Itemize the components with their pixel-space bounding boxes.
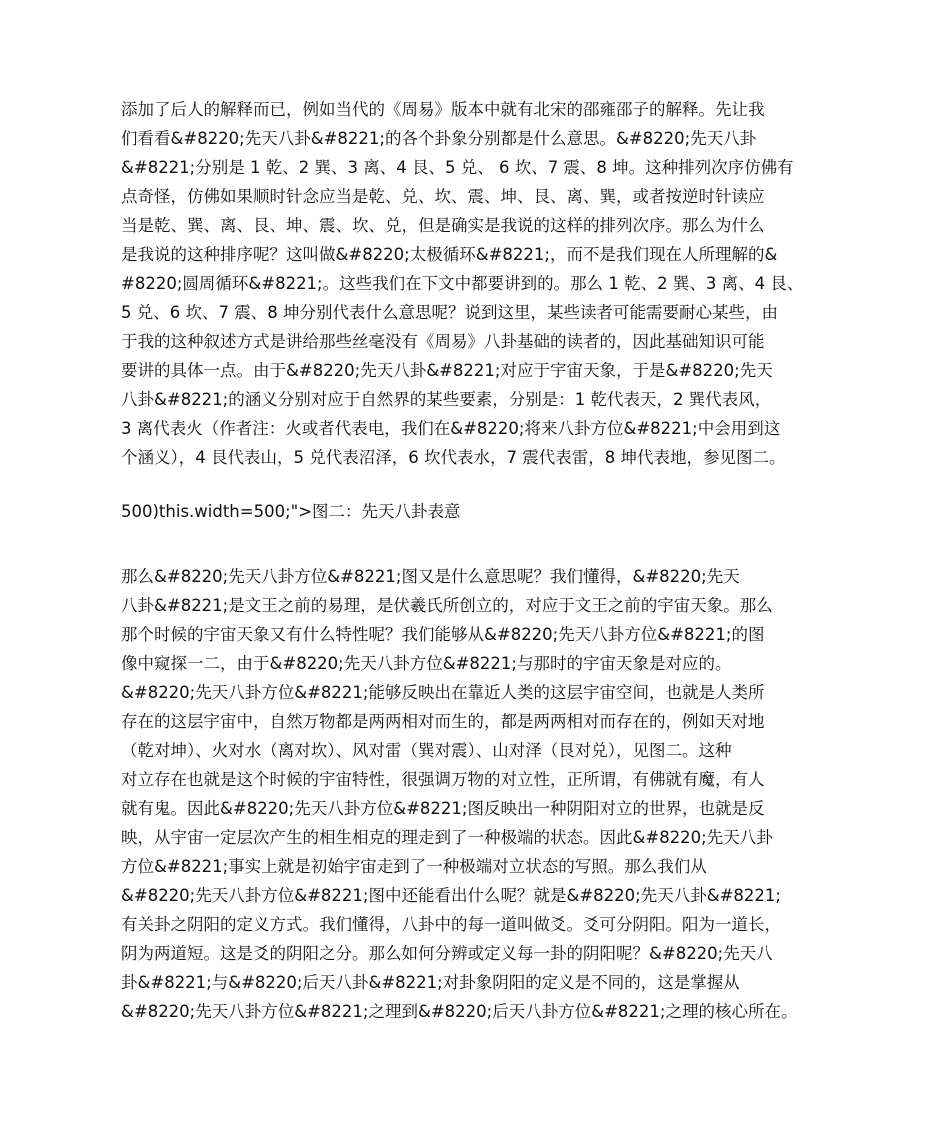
text-line: 5 兑、6 坎、7 震、8 坤分别代表什么意思呢？说到这里，某些读者可能需要耐心某些，由 — [121, 303, 778, 322]
paragraph-body — [121, 562, 841, 1026]
text-line: 要讲的具体一点。由于&#8220;先天八卦&#8221;对应于宇宙天象，于是&#8220;先天 — [121, 361, 773, 380]
text-line: 于我的这种叙述方式是讲给那些丝毫没有《周易》八卦基础的读者的，因此基础知识可能 — [121, 332, 765, 351]
text-line: 点奇怪，仿佛如果顺时针念应当是乾、兑、坎、震、坤、艮、离、巽，或者按逆时针读应 — [121, 187, 765, 206]
text-line: 就有鬼。因此&#8220;先天八卦方位&#8221;图反映出一种阴阳对立的世界，也就是反 — [121, 799, 765, 818]
text-line: 阴为两道短。这是爻的阴阳之分。那么如何分辨或定义每一卦的阴阳呢？&#8220;先天八 — [121, 944, 773, 963]
text-line: 八卦&#8221;的涵义分别对应于自然界的某些要素，分别是：1 乾代表天，2 巽代表风， — [121, 390, 772, 409]
text-line: 八卦&#8221;是文王之前的易理，是伏羲氏所创立的，对应于文王之前的宇宙天象。那么 — [121, 596, 773, 615]
text-line: 映，从宇宙一定层次产生的相生相克的理走到了一种极端的状态。因此&#8220;先天八卦 — [121, 828, 773, 847]
text-line: 3 离代表火（作者注：火或者代表电，我们在&#8220;将来八卦方位&#8221;中会用到这 — [121, 419, 781, 438]
text-line: 们看看&#8220;先天八卦&#8221;的各个卦象分别都是什么意思。&#8220;先天八卦 — [121, 129, 757, 148]
text-line: 卦&#8221;与&#8220;后天八卦&#8221;对卦象阴阳的定义是不同的，这是掌握从 — [121, 973, 740, 992]
text-line: 500)this.width=500;">图二：先天八卦表意 — [121, 502, 461, 521]
figure-caption — [121, 497, 841, 526]
text-line: （乾对坤）、火对水（离对坎）、风对雷（巽对震）、山对泽（艮对兑），见图二。这种 — [121, 741, 732, 760]
text-line: 当是乾、巽、离、艮、坤、震、坎、兑，但是确实是我说的这样的排列次序。那么为什么 — [121, 216, 765, 235]
paragraph-intro — [121, 95, 841, 472]
text-line: &#8220;先天八卦方位&#8221;图中还能看出什么呢？就是&#8220;先天八卦&#8221; — [121, 886, 781, 905]
text-line: 存在的这层宇宙中，自然万物都是两两相对而生的，都是两两相对而存在的，例如天对地 — [121, 712, 765, 731]
text-line: 那么&#8220;先天八卦方位&#8221;图又是什么意思呢？我们懂得，&#8220;先天 — [121, 567, 740, 586]
text-line: #8220;圆周循环&#8221;。这些我们在下文中都要讲到的。那么 1 乾、2 巽、3 离、4 艮、 — [121, 274, 804, 293]
text-line: &#8221;分别是 1 乾、2 巽、3 离、4 艮、5 兑、 6 坎、7 震、8 坤。这种排列次序仿佛有 — [121, 158, 794, 177]
text-line: 对立存在也就是这个时候的宇宙特性，很强调万物的对立性，正所谓，有佛就有魔，有人 — [121, 770, 765, 789]
text-line: 个涵义），4 艮代表山，5 兑代表沼泽，6 坎代表水，7 震代表雷，8 坤代表地，参见图二。 — [121, 448, 786, 467]
text-line: &#8220;先天八卦方位&#8221;之理到&#8220;后天八卦方位&#8221;之理的核心所在。 — [121, 1002, 798, 1021]
text-line: &#8220;先天八卦方位&#8221;能够反映出在靠近人类的这层宇宙空间，也就是人类所 — [121, 683, 765, 702]
text-line: 是我说的这种排序呢？这叫做&#8220;太极循环&#8221;，而不是我们现在人所理解的& — [121, 245, 778, 264]
text-line: 像中窥探一二，由于&#8220;先天八卦方位&#8221;与那时的宇宙天象是对应的。 — [121, 654, 732, 673]
text-line: 方位&#8221;事实上就是初始宇宙走到了一种极端对立状态的写照。那么我们从 — [121, 857, 707, 876]
text-line: 添加了后人的解释而已，例如当代的《周易》版本中就有北宋的邵雍邵子的解释。先让我 — [121, 100, 765, 119]
text-line: 有关卦之阴阳的定义方式。我们懂得，八卦中的每一道叫做爻。爻可分阴阳。阳为一道长， — [121, 915, 781, 934]
text-line: 那个时候的宇宙天象又有什么特性呢？我们能够从&#8220;先天八卦方位&#8221;的图 — [121, 625, 765, 644]
